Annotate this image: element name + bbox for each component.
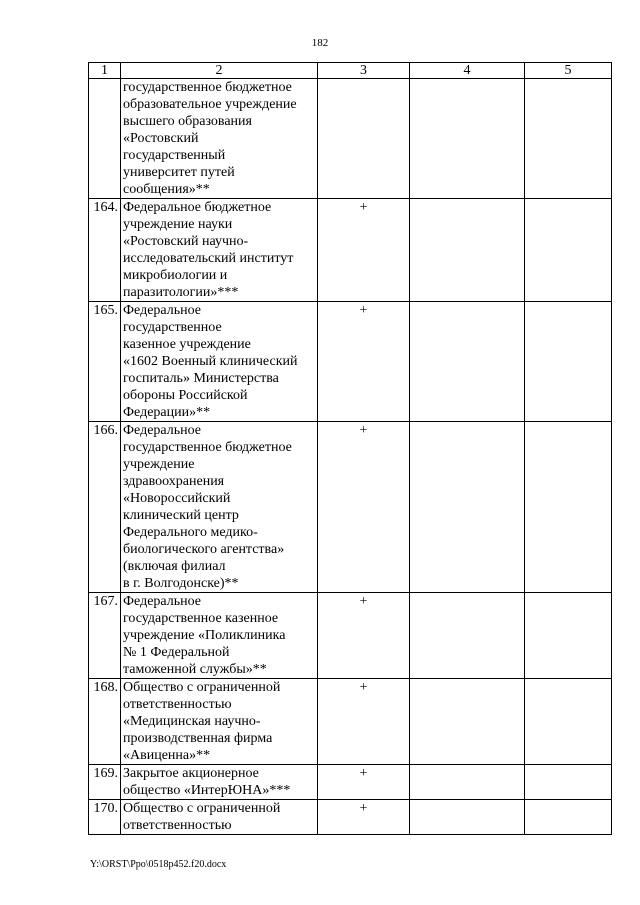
header-col-3: 3 [318,63,410,79]
table-body [89,79,612,835]
row-col3-cell: + [318,593,410,679]
organization-name-cell [121,593,318,679]
row-col3-cell: + [318,199,410,302]
organization-name-line: учреждение науки [123,217,233,232]
organization-name-line: государственное казенное [123,611,279,626]
header-col-4: 4 [410,63,525,79]
organization-name-line: обороны Российской [123,388,248,403]
organization-name-line: ответственностью [123,818,232,833]
header-col-5: 5 [525,63,612,79]
organization-name-line: таможенной службы»** [123,662,267,677]
row-col4-cell [410,800,525,835]
organization-name-cell [121,79,318,199]
organization-name-line: образовательное учреждение [123,97,297,112]
table-row [89,593,612,679]
organization-name-line: клинический центр [123,508,239,523]
organization-name-line: Закрытое акционерное [123,766,259,781]
organization-name-line: паразитологии»*** [123,285,239,300]
organization-name-cell [121,765,318,800]
table-row [89,800,612,835]
organization-name-line: госпиталь» Министерства [123,371,279,386]
organization-name-line: государственное [123,320,222,335]
row-col4-cell [410,765,525,800]
organization-name-cell [121,422,318,593]
organization-name-line: общество «ИнтерЮНА»*** [123,783,291,798]
header-col-1: 1 [89,63,121,79]
organization-name-line: в г. Волгодонске)** [123,576,239,591]
organization-name-line: «Авиценна»** [123,748,211,763]
organization-name-line: сообщения»** [123,182,210,197]
row-number: 168. [89,679,121,765]
header-col-2: 2 [121,63,318,79]
row-col5-cell [525,302,612,422]
row-col3-cell [318,79,410,199]
organization-name-line: Федеральное [123,303,202,318]
organization-name-line: ответственностью [123,697,232,712]
organization-name-line: университет путей [123,165,235,180]
row-col5-cell [525,79,612,199]
table-row [89,302,612,422]
organization-name-line: Федеральное [123,423,202,438]
organization-name-line: Федерального медико- [123,525,258,540]
organization-name-cell [121,679,318,765]
organization-name-line: «Медицинская научно- [123,714,261,729]
organization-name-line: «Новороссийский [123,491,231,506]
organization-name-line: «Ростовский [123,131,199,146]
row-col4-cell [410,422,525,593]
organization-name-line: учреждение «Поликлиника [123,628,286,643]
row-col4-cell [410,679,525,765]
footer-file-path: Y:\ORST\Ppo\0518p452.f20.docx [90,859,227,870]
page-number: 182 [311,37,329,49]
table-row [89,79,612,199]
row-col3-cell: + [318,765,410,800]
table-header-row [89,63,612,79]
table-row [89,422,612,593]
organization-name-line: производственная фирма [123,731,273,746]
row-col4-cell [410,79,525,199]
row-col5-cell [525,199,612,302]
organization-name-cell [121,199,318,302]
organization-name-line: «Ростовский научно- [123,234,249,249]
row-col4-cell [410,199,525,302]
row-col5-cell [525,593,612,679]
organization-name-line: Федерации»** [123,405,211,420]
organization-name-line: казенное учреждение [123,337,251,352]
organization-name-line: государственное бюджетное [123,80,292,95]
row-col3-cell: + [318,800,410,835]
row-number: 166. [89,422,121,593]
organization-name-line: «1602 Военный клинический [123,354,298,369]
organization-name-line: (включая филиал [123,559,226,574]
organization-name-line: здравоохранения [123,474,225,489]
table-row [89,765,612,800]
organization-name-line: микробиологии и [123,268,228,283]
table-row [89,199,612,302]
organization-name-line: высшего образования [123,114,252,129]
row-number: 167. [89,593,121,679]
organization-name-cell [121,800,318,835]
row-col4-cell [410,593,525,679]
organization-name-line: биологического агентства» [123,542,285,557]
organization-name-line: исследовательский институт [123,251,294,266]
row-col5-cell [525,679,612,765]
organization-name-line: № 1 Федеральной [123,645,230,660]
document-table [88,62,612,835]
row-col5-cell [525,422,612,593]
table-row [89,679,612,765]
organization-name-line: Общество с ограниченной [123,680,281,695]
row-col5-cell [525,800,612,835]
organization-name-line: Общество с ограниченной [123,801,281,816]
organization-name-line: Федеральное [123,594,202,609]
organization-name-line: учреждение [123,457,195,472]
row-number: 164. [89,199,121,302]
row-col3-cell: + [318,302,410,422]
row-col3-cell: + [318,422,410,593]
row-col5-cell [525,765,612,800]
row-col4-cell [410,302,525,422]
row-number [89,79,121,199]
row-number: 170. [89,800,121,835]
organization-name-line: государственное бюджетное [123,440,292,455]
organization-name-line: государственный [123,148,226,163]
row-number: 165. [89,302,121,422]
row-col3-cell: + [318,679,410,765]
organization-name-cell [121,302,318,422]
organization-name-line: Федеральное бюджетное [123,200,272,215]
row-number: 169. [89,765,121,800]
